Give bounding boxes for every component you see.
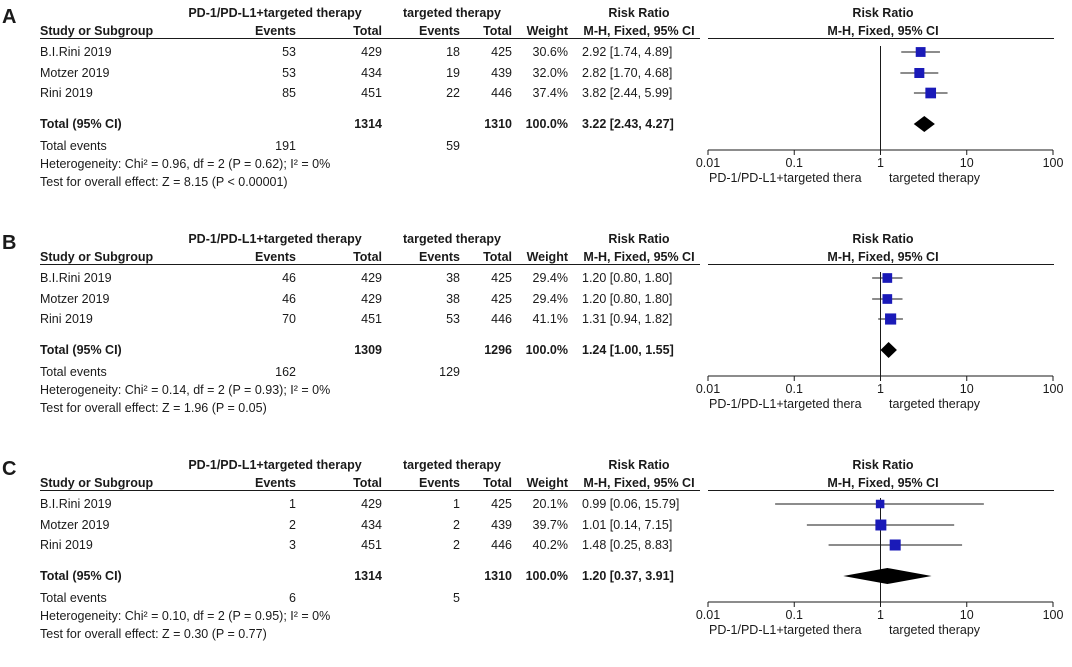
study-name: Rini 2019 — [40, 312, 93, 326]
exp-total: 451 — [361, 538, 382, 552]
study-name: Motzer 2019 — [40, 518, 110, 532]
effect-square — [890, 539, 901, 550]
ctl-total: 425 — [491, 497, 512, 511]
x-tick-label: 10 — [959, 156, 974, 170]
panel-label: A — [2, 6, 17, 28]
risk-ratio-header: Risk Ratio — [608, 6, 670, 20]
ctl-events-header: Events — [419, 476, 460, 490]
study-weight: 41.1% — [532, 312, 568, 326]
ctl-total: 446 — [491, 312, 512, 326]
exp-events: 1 — [289, 497, 296, 511]
ctl-events: 1 — [453, 497, 460, 511]
total-label: Total (95% CI) — [40, 343, 122, 357]
forest-panel — [0, 226, 1072, 441]
study-weight: 37.4% — [532, 86, 568, 100]
study-column-header: Study or Subgroup — [40, 476, 154, 490]
overall-effect-text: Test for overall effect: Z = 8.15 (P < 0.00001) — [40, 175, 288, 189]
total-weight: 100.0% — [525, 569, 568, 583]
forest-plot — [0, 452, 1072, 667]
exp-total-header: Total — [353, 250, 382, 264]
total-exp-events: 162 — [275, 365, 296, 379]
study-weight: 20.1% — [532, 497, 568, 511]
forest-panel — [0, 452, 1072, 667]
rr-method-header: M-H, Fixed, 95% CI — [583, 476, 695, 490]
rr-method-header: M-H, Fixed, 95% CI — [583, 24, 695, 38]
study-name: B.I.Rini 2019 — [40, 497, 112, 511]
exp-total: 429 — [361, 45, 382, 59]
study-column-header: Study or Subgroup — [40, 250, 154, 264]
ctl-events: 38 — [446, 292, 460, 306]
ctl-total: 446 — [491, 538, 512, 552]
effect-square — [916, 47, 926, 57]
total-exp-total: 1309 — [354, 343, 382, 357]
risk-ratio-header: Risk Ratio — [608, 232, 670, 246]
exp-group-header: PD-1/PD-L1+targeted therapy — [188, 232, 362, 246]
total-ctl-events: 59 — [446, 139, 460, 153]
ctl-total: 439 — [491, 66, 512, 80]
total-weight: 100.0% — [525, 117, 568, 131]
pooled-diamond — [914, 116, 935, 132]
ctl-events-header: Events — [419, 250, 460, 264]
ctl-events: 2 — [453, 518, 460, 532]
plot-title: Risk Ratio — [852, 458, 914, 472]
effect-square — [876, 500, 885, 509]
exp-total: 429 — [361, 271, 382, 285]
effect-square — [875, 520, 886, 531]
study-weight: 40.2% — [532, 538, 568, 552]
ctl-total: 446 — [491, 86, 512, 100]
study-weight: 29.4% — [532, 292, 568, 306]
exp-group-header: PD-1/PD-L1+targeted therapy — [188, 6, 362, 20]
effect-square — [914, 68, 924, 78]
ctl-total-header: Total — [483, 24, 512, 38]
effect-square — [885, 313, 896, 324]
study-name: Motzer 2019 — [40, 66, 110, 80]
x-tick-label: 0.1 — [785, 156, 803, 170]
x-tick-label: 10 — [959, 382, 974, 396]
ctl-total: 439 — [491, 518, 512, 532]
x-tick-label: 0.01 — [695, 382, 721, 396]
weight-header: Weight — [526, 250, 568, 264]
x-tick-label: 1 — [877, 382, 884, 396]
pooled-diamond — [881, 342, 897, 358]
exp-total: 451 — [361, 312, 382, 326]
risk-ratio-header: Risk Ratio — [608, 458, 670, 472]
total-weight: 100.0% — [525, 343, 568, 357]
study-ci: 1.20 [0.80, 1.80] — [582, 292, 673, 306]
study-name: Rini 2019 — [40, 538, 93, 552]
forest-plot — [0, 226, 1072, 441]
rr-method-header: M-H, Fixed, 95% CI — [583, 250, 695, 264]
pooled-diamond — [843, 568, 931, 584]
exp-events-header: Events — [255, 24, 296, 38]
total-ci: 1.24 [1.00, 1.55] — [582, 343, 674, 357]
total-label: Total (95% CI) — [40, 569, 122, 583]
favours-left-label: PD-1/PD-L1+targeted thera — [709, 397, 862, 411]
study-name: B.I.Rini 2019 — [40, 45, 112, 59]
heterogeneity-text: Heterogeneity: Chi² = 0.14, df = 2 (P = 0.93); I² = 0% — [40, 383, 331, 397]
favours-left-label: PD-1/PD-L1+targeted thera — [709, 623, 862, 637]
total-ctl-events: 129 — [439, 365, 460, 379]
ctl-events: 22 — [446, 86, 460, 100]
weight-header: Weight — [526, 24, 568, 38]
weight-header: Weight — [526, 476, 568, 490]
ctl-events: 53 — [446, 312, 460, 326]
x-tick-label: 1 — [877, 608, 884, 622]
ctl-events: 38 — [446, 271, 460, 285]
total-exp-events: 6 — [289, 591, 296, 605]
favours-right-label: targeted therapy — [889, 623, 981, 637]
panel-label: B — [2, 232, 17, 254]
exp-events: 53 — [282, 66, 296, 80]
x-tick-label: 10 — [959, 608, 974, 622]
ctl-events: 2 — [453, 538, 460, 552]
ctl-total: 425 — [491, 292, 512, 306]
study-ci: 2.82 [1.70, 4.68] — [582, 66, 673, 80]
study-ci: 1.20 [0.80, 1.80] — [582, 271, 673, 285]
exp-total: 434 — [361, 66, 382, 80]
exp-total: 434 — [361, 518, 382, 532]
ctl-events: 19 — [446, 66, 460, 80]
heterogeneity-text: Heterogeneity: Chi² = 0.10, df = 2 (P = 0.95); I² = 0% — [40, 609, 331, 623]
total-events-label: Total events — [40, 139, 107, 153]
ctl-total-header: Total — [483, 250, 512, 264]
plot-method-header: M-H, Fixed, 95% CI — [827, 24, 939, 38]
exp-events: 46 — [282, 292, 296, 306]
exp-total: 451 — [361, 86, 382, 100]
favours-right-label: targeted therapy — [889, 397, 981, 411]
total-events-label: Total events — [40, 365, 107, 379]
forest-plot — [0, 0, 1072, 215]
panel-label: C — [2, 458, 17, 480]
ctl-group-header: targeted therapy — [403, 232, 501, 246]
exp-events: 3 — [289, 538, 296, 552]
heterogeneity-text: Heterogeneity: Chi² = 0.96, df = 2 (P = 0.62); I² = 0% — [40, 157, 331, 171]
total-ctl-total: 1296 — [484, 343, 512, 357]
total-ci: 3.22 [2.43, 4.27] — [582, 117, 674, 131]
study-ci: 1.01 [0.14, 7.15] — [582, 518, 673, 532]
ctl-group-header: targeted therapy — [403, 458, 501, 472]
x-tick-label: 0.01 — [695, 156, 721, 170]
exp-total: 429 — [361, 292, 382, 306]
study-column-header: Study or Subgroup — [40, 24, 154, 38]
total-exp-total: 1314 — [354, 117, 382, 131]
x-tick-label: 0.1 — [785, 608, 803, 622]
exp-total-header: Total — [353, 24, 382, 38]
study-weight: 30.6% — [532, 45, 568, 59]
total-label: Total (95% CI) — [40, 117, 122, 131]
exp-events: 2 — [289, 518, 296, 532]
x-tick-label: 1 — [877, 156, 884, 170]
study-name: Rini 2019 — [40, 86, 93, 100]
forest-panel — [0, 0, 1072, 215]
x-tick-label: 100 — [1042, 382, 1064, 396]
x-tick-label: 0.01 — [695, 608, 721, 622]
study-weight: 29.4% — [532, 271, 568, 285]
total-ci: 1.20 [0.37, 3.91] — [582, 569, 674, 583]
exp-total-header: Total — [353, 476, 382, 490]
ctl-group-header: targeted therapy — [403, 6, 501, 20]
exp-events: 70 — [282, 312, 296, 326]
study-name: Motzer 2019 — [40, 292, 110, 306]
total-ctl-total: 1310 — [484, 569, 512, 583]
ctl-events: 18 — [446, 45, 460, 59]
study-name: B.I.Rini 2019 — [40, 271, 112, 285]
study-ci: 2.92 [1.74, 4.89] — [582, 45, 673, 59]
ctl-events-header: Events — [419, 24, 460, 38]
exp-events-header: Events — [255, 476, 296, 490]
study-ci: 1.31 [0.94, 1.82] — [582, 312, 673, 326]
exp-group-header: PD-1/PD-L1+targeted therapy — [188, 458, 362, 472]
total-events-label: Total events — [40, 591, 107, 605]
plot-method-header: M-H, Fixed, 95% CI — [827, 250, 939, 264]
exp-events: 85 — [282, 86, 296, 100]
favours-left-label: PD-1/PD-L1+targeted thera — [709, 171, 862, 185]
x-tick-label: 100 — [1042, 608, 1064, 622]
study-ci: 3.82 [2.44, 5.99] — [582, 86, 673, 100]
study-ci: 0.99 [0.06, 15.79] — [582, 497, 680, 511]
effect-square — [882, 273, 892, 283]
exp-total: 429 — [361, 497, 382, 511]
total-ctl-events: 5 — [453, 591, 460, 605]
study-ci: 1.48 [0.25, 8.83] — [582, 538, 673, 552]
ctl-total: 425 — [491, 271, 512, 285]
plot-method-header: M-H, Fixed, 95% CI — [827, 476, 939, 490]
total-exp-total: 1314 — [354, 569, 382, 583]
exp-events-header: Events — [255, 250, 296, 264]
study-weight: 32.0% — [532, 66, 568, 80]
effect-square — [882, 294, 892, 304]
overall-effect-text: Test for overall effect: Z = 1.96 (P = 0.05) — [40, 401, 267, 415]
favours-right-label: targeted therapy — [889, 171, 981, 185]
exp-events: 53 — [282, 45, 296, 59]
total-exp-events: 191 — [275, 139, 296, 153]
plot-title: Risk Ratio — [852, 232, 914, 246]
ctl-total-header: Total — [483, 476, 512, 490]
effect-square — [925, 88, 936, 99]
total-ctl-total: 1310 — [484, 117, 512, 131]
x-tick-label: 100 — [1042, 156, 1064, 170]
overall-effect-text: Test for overall effect: Z = 0.30 (P = 0.77) — [40, 627, 267, 641]
study-weight: 39.7% — [532, 518, 568, 532]
x-tick-label: 0.1 — [785, 382, 803, 396]
plot-title: Risk Ratio — [852, 6, 914, 20]
exp-events: 46 — [282, 271, 296, 285]
ctl-total: 425 — [491, 45, 512, 59]
